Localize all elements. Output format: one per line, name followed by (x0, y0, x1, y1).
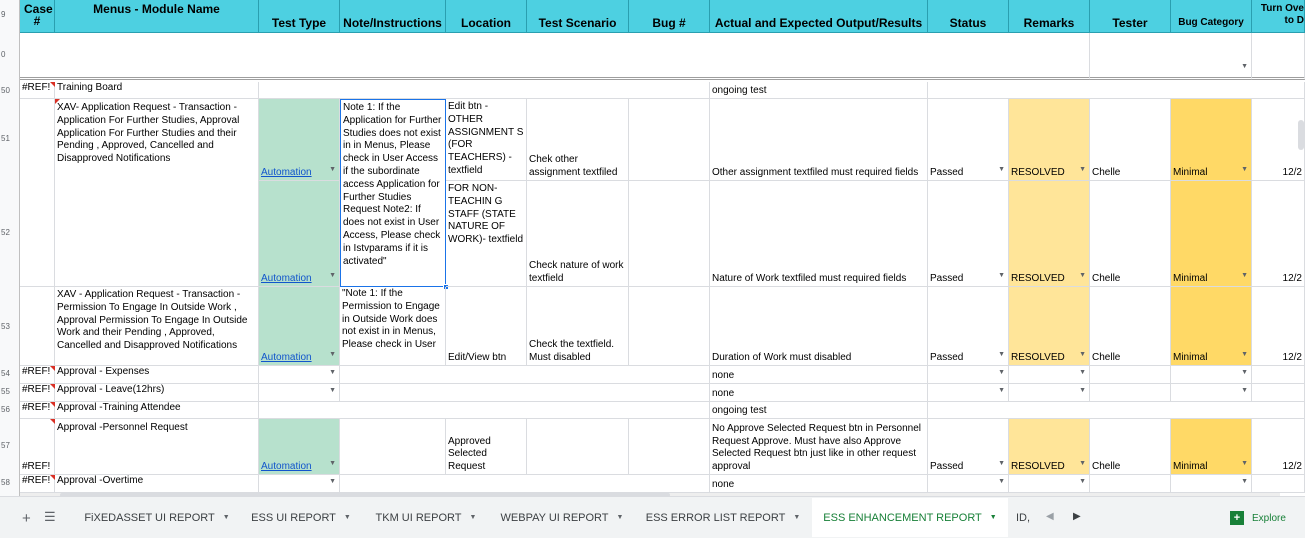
location-cell[interactable]: FOR NON-TEACHIN G STAFF (STATE NATURE OF WORK)- textfield (446, 181, 527, 287)
menu-cell[interactable]: Approval -Overtime (55, 475, 259, 493)
bug-number-cell[interactable] (629, 181, 710, 287)
dropdown-arrow-icon[interactable]: ▼ (1079, 387, 1086, 395)
turnover-cell[interactable]: 12/2 (1252, 419, 1305, 475)
tab-menu-arrow-icon[interactable]: ▼ (469, 514, 477, 521)
row-number[interactable]: 0 (1, 50, 6, 59)
header-location[interactable]: Location (446, 0, 527, 33)
actual-cell[interactable]: Other assignment textfiled must required fields (710, 99, 928, 181)
header-note[interactable]: Note/Instructions (340, 0, 446, 33)
bug-category-cell[interactable] (1171, 475, 1252, 493)
sheet-tab-ess-enhancement-report[interactable]: ESS ENHANCEMENT REPORT ▼ (812, 498, 1008, 537)
empty-cell[interactable] (1252, 33, 1305, 80)
scenario-cell[interactable]: Check the textfield. Must disabled (527, 287, 629, 366)
cell[interactable] (928, 82, 1305, 99)
row-header-column (0, 0, 20, 496)
tester-cell[interactable]: Chelle (1090, 181, 1171, 287)
header-bug-number[interactable]: Bug # (629, 0, 710, 33)
bug-category-cell[interactable] (1171, 384, 1252, 402)
dropdown-arrow-icon[interactable]: ▼ (329, 272, 336, 280)
dropdown-arrow-icon[interactable]: ▼ (998, 478, 1005, 486)
sheet-tab-fixedasset-ui-report[interactable]: FiXEDASSET UI REPORT ▼ (84, 511, 230, 524)
dropdown-arrow-icon[interactable]: ▼ (998, 460, 1005, 468)
header-menus[interactable]: Menus - Module Name (55, 0, 259, 33)
status-cell[interactable] (928, 384, 1009, 402)
remarks-cell[interactable] (1009, 384, 1090, 402)
case-cell[interactable]: #REF! (20, 384, 55, 402)
test-type-cell[interactable] (259, 384, 340, 402)
header-status[interactable]: Status (928, 0, 1009, 33)
comment-marker-icon[interactable] (50, 419, 55, 424)
cell[interactable] (259, 82, 710, 99)
tab-menu-arrow-icon[interactable]: ▼ (343, 514, 351, 521)
scroll-tabs-left-icon[interactable]: ◀ (1046, 511, 1054, 522)
dropdown-arrow-icon[interactable]: ▼ (1079, 460, 1086, 468)
note-cell[interactable]: Note 1: If the Application for Further Studies does not exist in in Menus, Please check in User Access if the subordinate access Application for Further Studies Request Note2: If does not exist in User Access, Please check in Istvparams if it is activated" (340, 99, 446, 287)
dropdown-arrow-icon[interactable]: ▼ (329, 351, 336, 359)
dropdown-arrow-icon[interactable]: ▼ (1079, 166, 1086, 174)
tab-menu-arrow-icon[interactable]: ▼ (793, 514, 801, 521)
dropdown-arrow-icon[interactable]: ▼ (998, 369, 1005, 377)
row-number[interactable]: 53 (1, 322, 10, 331)
cell[interactable] (340, 366, 710, 384)
header-turnover[interactable]: Turn Ove to D (1252, 0, 1305, 33)
bug-category-cell[interactable]: Minimal ▼ (1171, 419, 1252, 475)
header-case[interactable]: Case # (20, 0, 55, 33)
dropdown-arrow-icon[interactable]: ▼ (1241, 166, 1248, 174)
dropdown-arrow-icon[interactable]: ▼ (329, 478, 336, 486)
test-type-cell[interactable]: Automation ▼ (259, 419, 340, 475)
test-type-cell[interactable] (259, 366, 340, 384)
remarks-cell[interactable] (1009, 366, 1090, 384)
row-number[interactable]: 50 (1, 86, 10, 95)
turnover-cell[interactable]: 12/2 (1252, 99, 1305, 181)
explore-icon: + (1230, 511, 1244, 525)
test-type-cell[interactable]: Automation ▼ (259, 181, 340, 287)
case-cell[interactable] (20, 287, 55, 366)
sheet-tab-ess-error-list-report[interactable]: ESS ERROR LIST REPORT ▼ (645, 511, 801, 524)
actual-cell[interactable]: none (710, 475, 928, 493)
test-type-cell[interactable]: Automation ▼ (259, 287, 340, 366)
row-number[interactable]: 51 (1, 134, 10, 143)
comment-marker-icon[interactable] (55, 99, 60, 104)
dropdown-arrow-icon[interactable]: ▼ (998, 387, 1005, 395)
actual-cell[interactable]: Duration of Work must disabled (710, 287, 928, 366)
status-cell[interactable]: Passed ▼ (928, 181, 1009, 287)
header-bug-category[interactable]: Bug Category (1171, 0, 1252, 33)
remarks-cell[interactable]: RESOLVED ▼ (1009, 419, 1090, 475)
dropdown-arrow-icon[interactable]: ▼ (329, 460, 336, 468)
scenario-cell[interactable] (527, 419, 629, 475)
dropdown-arrow-icon[interactable]: ▼ (1241, 351, 1248, 359)
scenario-cell[interactable]: Chek other assignment textfiled (527, 99, 629, 181)
row-number[interactable]: 56 (1, 405, 10, 414)
dropdown-arrow-icon[interactable]: ▼ (1241, 478, 1248, 486)
cell[interactable] (340, 475, 710, 493)
comment-marker-icon[interactable] (50, 82, 55, 87)
dropdown-arrow-icon[interactable]: ▼ (329, 369, 336, 377)
dropdown-arrow-icon[interactable]: ▼ (1079, 369, 1086, 377)
comment-marker-icon[interactable] (50, 475, 55, 480)
comment-marker-icon[interactable] (50, 384, 55, 389)
actual-cell[interactable]: Nature of Work textfiled must required fields (710, 181, 928, 287)
empty-cell[interactable] (1090, 33, 1252, 80)
remarks-cell[interactable]: RESOLVED ▼ (1009, 181, 1090, 287)
row-number[interactable]: 55 (1, 387, 10, 396)
header-remarks[interactable]: Remarks (1009, 0, 1090, 33)
empty-row[interactable] (20, 33, 1090, 80)
case-cell[interactable]: #REF! (20, 366, 55, 384)
bug-category-cell[interactable]: Minimal ▼ (1171, 99, 1252, 181)
status-cell[interactable]: Passed ▼ (928, 99, 1009, 181)
dropdown-arrow-icon[interactable]: ▼ (1241, 272, 1248, 280)
bug-number-cell[interactable] (629, 287, 710, 366)
cell[interactable] (340, 384, 710, 402)
scroll-tabs-right-icon[interactable]: ▶ (1073, 511, 1081, 522)
dropdown-arrow-icon[interactable]: ▼ (1241, 460, 1248, 468)
row-number[interactable]: 54 (1, 369, 10, 378)
turnover-cell[interactable] (1252, 475, 1305, 493)
dropdown-arrow-icon[interactable]: ▼ (329, 166, 336, 174)
menu-cell[interactable]: Approval -Training Attendee (55, 402, 259, 419)
tester-cell[interactable] (1090, 475, 1171, 493)
dropdown-arrow-icon[interactable]: ▼ (998, 272, 1005, 280)
row-number[interactable]: 9 (1, 10, 6, 19)
actual-cell[interactable]: none (710, 384, 928, 402)
remarks-cell[interactable] (1009, 475, 1090, 493)
vertical-scrollbar-thumb[interactable] (1298, 120, 1304, 150)
test-type-cell[interactable] (259, 475, 340, 493)
explore-button[interactable]: + Explore (1222, 505, 1294, 531)
bug-category-cell[interactable]: Minimal ▼ (1171, 181, 1252, 287)
tester-cell[interactable]: Chelle (1090, 287, 1171, 366)
row-number[interactable]: 52 (1, 228, 10, 237)
actual-cell[interactable]: none (710, 366, 928, 384)
location-cell[interactable]: Edit/View btn (446, 287, 527, 366)
sheet-tab-ess-ui-report[interactable]: ESS UI REPORT ▼ (251, 511, 351, 524)
menu-cell[interactable]: XAV - Application Request - Transaction - Permission To Engage In Outside Work , Approval Permission To Engage In Outside Work and their Pending , Approved, Cancelled and Disapproved Notifications (55, 287, 259, 366)
cell[interactable] (928, 402, 1305, 419)
tester-cell[interactable]: Chelle (1090, 419, 1171, 475)
status-cell[interactable]: Passed ▼ (928, 287, 1009, 366)
dropdown-arrow-icon[interactable]: ▼ (1241, 387, 1248, 395)
location-cell[interactable]: Approved Selected Request (446, 419, 527, 475)
tab-menu-arrow-icon[interactable]: ▼ (989, 514, 997, 521)
case-cell[interactable]: #REF! (20, 402, 55, 419)
row-number[interactable]: 57 (1, 441, 10, 450)
scenario-cell[interactable]: Check nature of work textfield (527, 181, 629, 287)
case-cell[interactable]: #REF! (20, 82, 55, 99)
dropdown-arrow-icon[interactable]: ▼ (1079, 351, 1086, 359)
tab-menu-arrow-icon[interactable]: ▼ (616, 514, 624, 521)
turnover-cell[interactable] (1252, 384, 1305, 402)
menu-cell[interactable]: Approval - Leave(12hrs) (55, 384, 259, 402)
menu-cell[interactable]: Approval -Personnel Request (55, 419, 259, 475)
sheet-tab-webpay-ui-report[interactable]: WEBPAY UI REPORT ▼ (500, 511, 624, 524)
dropdown-arrow-icon[interactable]: ▼ (998, 166, 1005, 174)
dropdown-arrow-icon[interactable]: ▼ (998, 351, 1005, 359)
header-test-type[interactable]: Test Type (259, 0, 340, 33)
test-type-cell[interactable]: Automation ▼ (259, 99, 340, 181)
remarks-cell[interactable]: RESOLVED ▼ (1009, 99, 1090, 181)
case-cell[interactable] (20, 99, 55, 287)
dropdown-arrow-icon[interactable]: ▼ (1079, 272, 1086, 280)
actual-cell[interactable]: ongoing test (710, 82, 928, 99)
header-scenario[interactable]: Test Scenario (527, 0, 629, 33)
menu-cell[interactable]: Approval - Expenses (55, 366, 259, 384)
dropdown-arrow-icon[interactable]: ▼ (1079, 478, 1086, 486)
add-sheet-icon[interactable]: + (22, 510, 31, 527)
actual-cell[interactable]: No Approve Selected Request btn in Personnel Request Approve. Must have also Approve Selected Request btn just like in other request approval (710, 419, 928, 475)
menu-cell[interactable]: Training Board (55, 82, 259, 99)
dropdown-arrow-icon[interactable]: ▼ (1241, 369, 1248, 377)
turnover-cell[interactable]: 12/2 (1252, 287, 1305, 366)
header-actual[interactable]: Actual and Expected Output/Results (710, 0, 928, 33)
location-cell[interactable]: Edit btn - OTHER ASSIGNMENT S (FOR TEACHERS) - textfield (446, 99, 527, 181)
comment-marker-icon[interactable] (50, 366, 55, 371)
cell[interactable] (259, 402, 710, 419)
status-cell[interactable]: Passed ▼ (928, 419, 1009, 475)
actual-cell[interactable]: ongoing test (710, 402, 928, 419)
status-cell[interactable] (928, 366, 1009, 384)
bug-category-cell[interactable] (1171, 366, 1252, 384)
tester-cell[interactable]: Chelle (1090, 99, 1171, 181)
sheet-tab-tkm-ui-report[interactable]: TKM UI REPORT ▼ (375, 511, 477, 524)
bug-category-cell[interactable]: Minimal ▼ (1171, 287, 1252, 366)
header-tester[interactable]: Tester (1090, 0, 1171, 33)
note-cell[interactable] (340, 419, 446, 475)
tester-cell[interactable] (1090, 384, 1171, 402)
dropdown-arrow-icon[interactable]: ▼ (329, 387, 336, 395)
case-cell[interactable]: #REF! (20, 419, 55, 475)
row-number[interactable]: 58 (1, 478, 10, 487)
status-cell[interactable] (928, 475, 1009, 493)
case-cell[interactable]: #REF! (20, 475, 55, 493)
tester-cell[interactable] (1090, 366, 1171, 384)
turnover-cell[interactable]: 12/2 (1252, 181, 1305, 287)
all-sheets-menu-icon[interactable]: ☰ (44, 509, 56, 524)
comment-marker-icon[interactable] (50, 402, 55, 407)
dropdown-arrow-icon[interactable]: ▼ (1241, 63, 1248, 71)
turnover-cell[interactable] (1252, 366, 1305, 384)
menu-cell[interactable]: XAV- Application Request - Transaction - Application For Further Studies, Approval Application For Further Studies and their Pending , Approved, Cancelled and Disapproved Notifications (55, 99, 259, 287)
remarks-cell[interactable]: RESOLVED ▼ (1009, 287, 1090, 366)
sheet-tab-id[interactable]: ID, (1016, 511, 1031, 524)
tab-menu-arrow-icon[interactable]: ▼ (222, 514, 230, 521)
bug-number-cell[interactable] (629, 99, 710, 181)
bug-number-cell[interactable] (629, 419, 710, 475)
note-cell[interactable]: "Note 1: If the Permission to Engage in Outside Work does not exist in in Menus, Please check in User (340, 287, 446, 366)
